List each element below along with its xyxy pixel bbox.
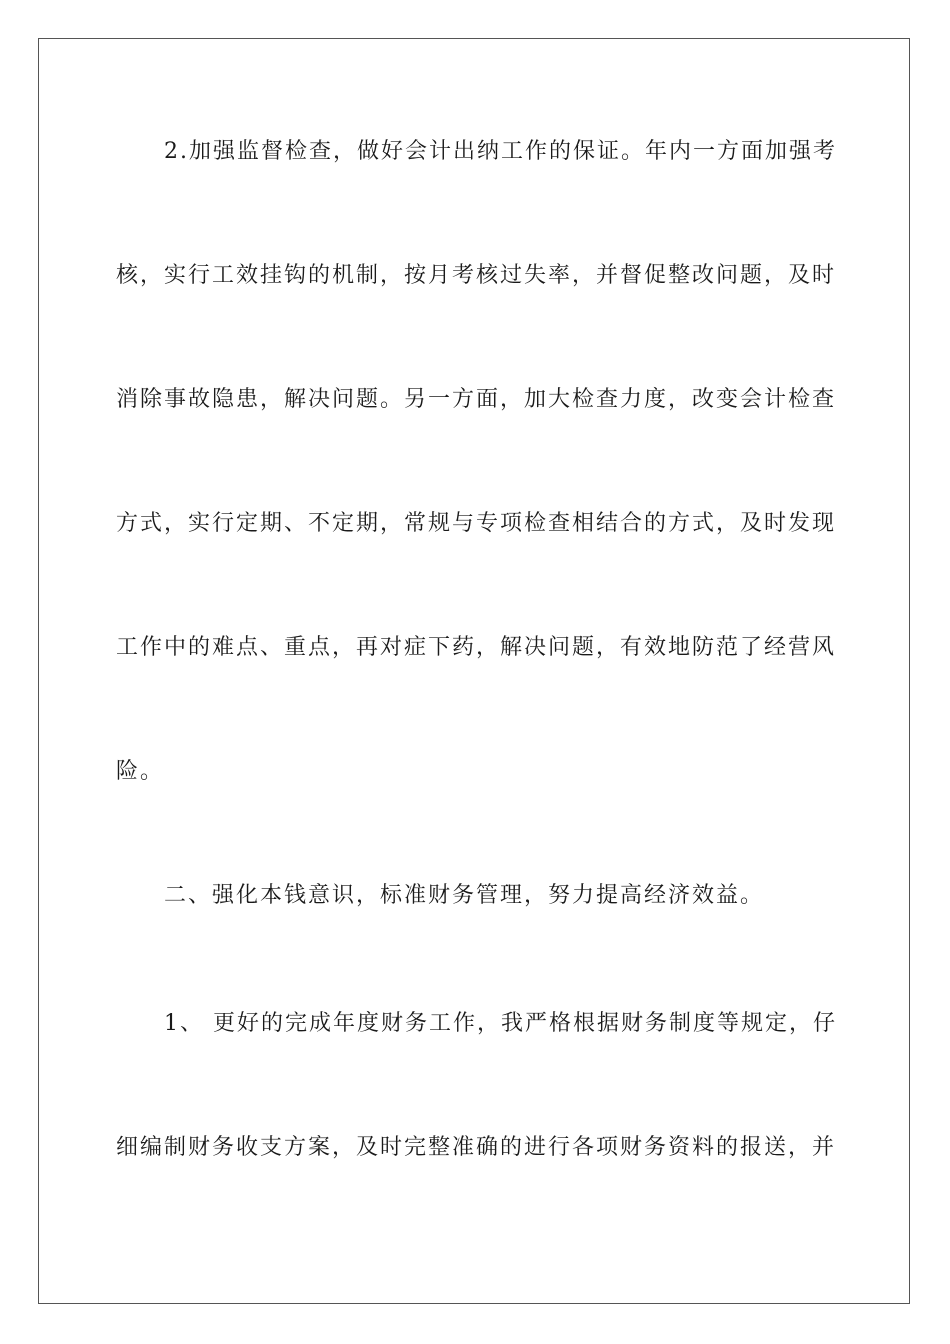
paragraph-line: 1、 更好的完成年度财务工作，我严格根据财务制度等规定，仔 <box>164 1011 837 1036</box>
section-heading: 二、强化本钱意识，标准财务管理，努力提高经济效益。 <box>164 883 765 908</box>
page-border <box>38 38 910 1304</box>
paragraph-line: 2.加强监督检查，做好会计出纳工作的保证。年内一方面加强考 <box>164 139 837 164</box>
paragraph-line: 险。 <box>116 759 165 784</box>
paragraph-line: 方式，实行定期、不定期，常规与专项检查相结合的方式，及时发现 <box>116 511 837 536</box>
paragraph-line: 细编制财务收支方案，及时完整准确的进行各项财务资料的报送，并 <box>116 1135 837 1160</box>
paragraph-line: 工作中的难点、重点，再对症下药，解决问题，有效地防范了经营风 <box>116 635 837 660</box>
paragraph-line: 消除事故隐患，解决问题。另一方面，加大检查力度，改变会计检查 <box>116 387 837 412</box>
paragraph-line: 核，实行工效挂钩的机制，按月考核过失率，并督促整改问题，及时 <box>116 263 837 288</box>
